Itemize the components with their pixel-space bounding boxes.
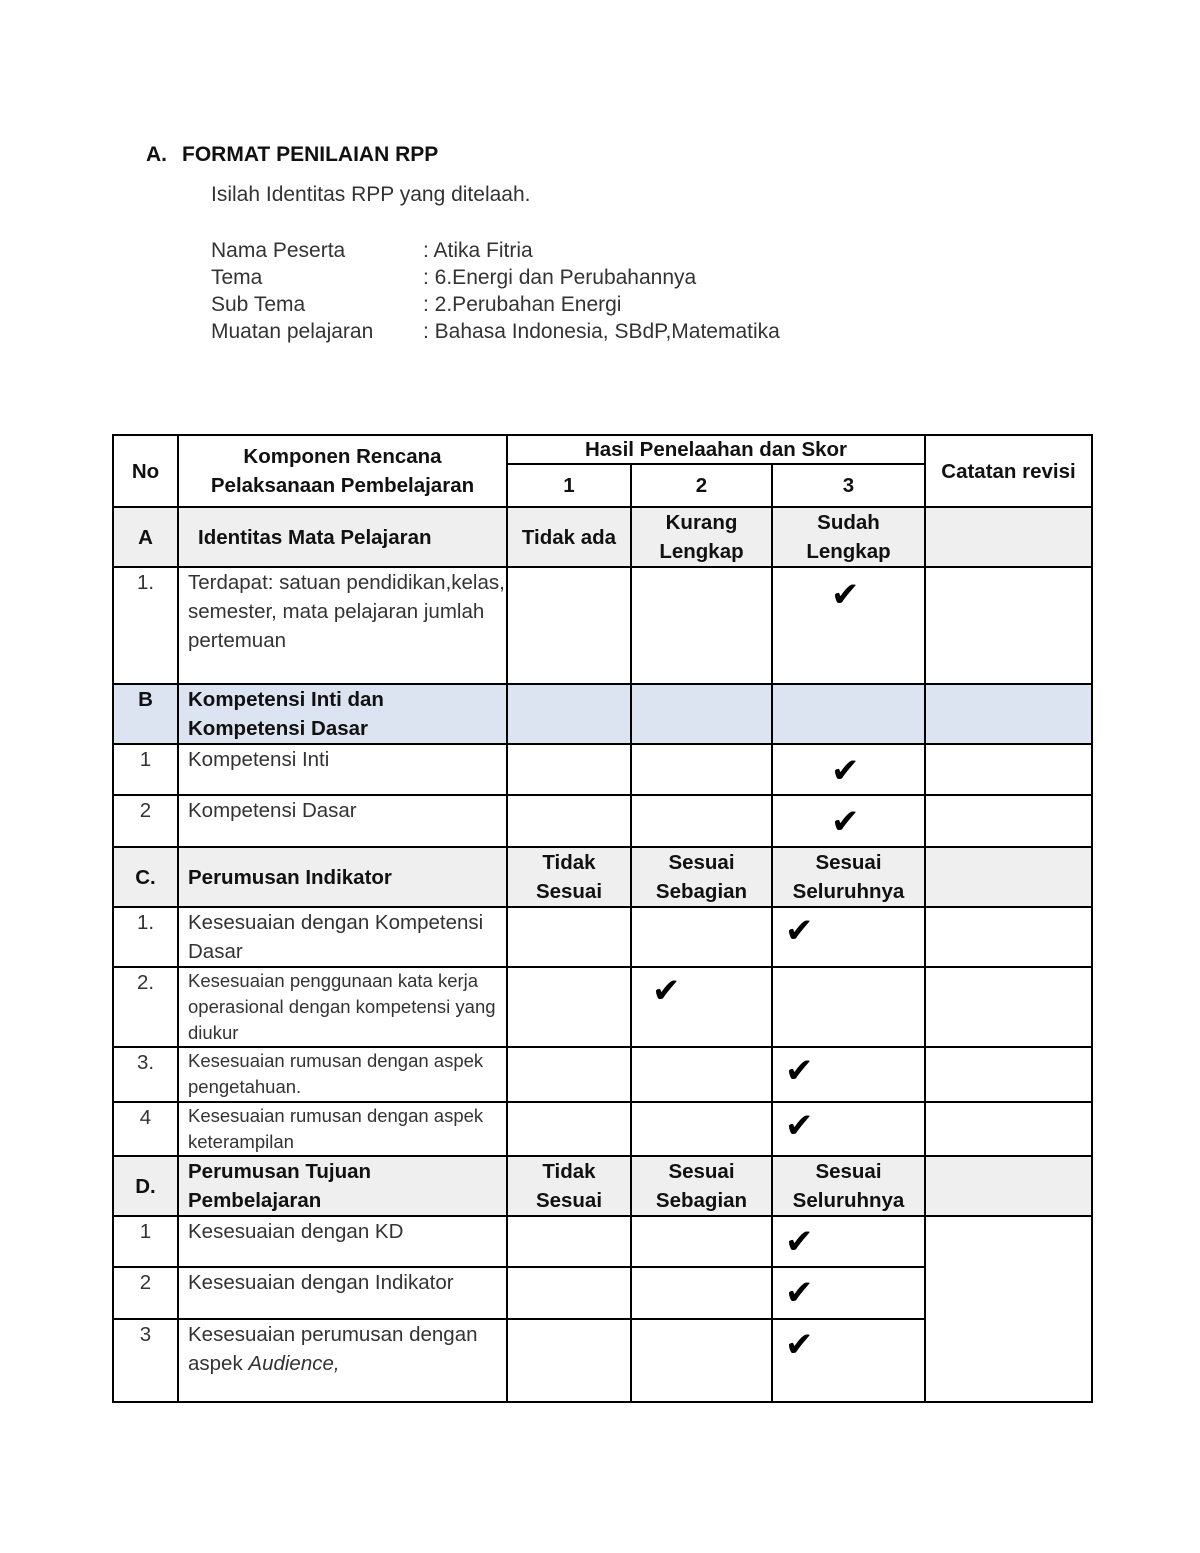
item-text: Kompetensi Dasar [178,795,507,847]
identity-label: Nama Peserta [211,239,346,262]
item-text: Kesesuaian dengan KD [178,1216,507,1267]
checkmark-icon: ✔ [785,1051,814,1091]
section-title: FORMAT PENILAIAN RPP [182,143,439,166]
score-label-3: Sudah Lengkap [772,507,925,567]
table-row [113,567,1092,684]
score-label-2: Sesuai Sebagian [631,847,772,907]
section-title: Perumusan Tujuan Pembelajaran [178,1156,507,1216]
score-label-1: Tidak Sesuai [507,847,631,907]
section-row-d [113,1156,1092,1216]
item-no: 3 [113,1319,178,1402]
table-row [113,967,1092,1047]
score-label-3: Sesuai Seluruhnya [772,847,925,907]
checkmark-icon: ✔ [785,1325,814,1365]
checkmark-icon: ✔ [785,1106,814,1146]
intro-text: Isilah Identitas RPP yang ditelaah. [211,183,531,206]
score-label-2: Kurang Lengkap [631,507,772,567]
item-no: 3. [113,1047,178,1102]
header-no: No [113,435,178,507]
revision-cell [925,567,1092,684]
header-score-3: 3 [772,464,925,507]
item-no: 1 [113,1216,178,1267]
header-score-1: 1 [507,464,631,507]
section-row-b [113,684,1092,744]
section-row-c [113,847,1092,907]
item-no: 2 [113,795,178,847]
checkmark-icon: ✔ [831,575,860,615]
header-catatan: Catatan revisi [925,435,1092,507]
table-row [113,744,1092,795]
header-hasil: Hasil Penelaahan dan Skor [507,435,925,464]
identity-row [211,264,780,291]
section-no: D. [113,1156,178,1216]
identity-row [211,291,780,318]
table-row [113,907,1092,967]
item-no: 1 [113,744,178,795]
item-no: 4 [113,1102,178,1156]
identity-label: Sub Tema [211,293,306,316]
section-no: C. [113,847,178,907]
header-row [113,435,1092,464]
section-no: A [113,507,178,567]
item-text: Terdapat: satuan pendidikan,kelas, semester, mata pelajaran jumlah pertemuan [178,567,507,684]
section-row-a [113,507,1092,567]
section-title: Kompetensi Inti dan Kompetensi Dasar [178,684,507,744]
score-label-2: Sesuai Sebagian [631,1156,772,1216]
item-no: 1. [113,567,178,684]
item-text: Kompetensi Inti [178,744,507,795]
identity-row [211,237,780,264]
identity-row [211,318,780,345]
table-row [113,1102,1092,1156]
checkmark-icon: ✔ [831,751,860,791]
checkmark-icon: ✔ [652,971,681,1011]
item-no: 2 [113,1267,178,1319]
item-no: 2. [113,967,178,1047]
table-row [113,795,1092,847]
identity-value: : Atika Fitria [423,239,533,262]
score-label-1: Tidak Sesuai [507,1156,631,1216]
item-no: 1. [113,907,178,967]
score-label-3: Sesuai Seluruhnya [772,1156,925,1216]
checkmark-icon: ✔ [831,802,860,842]
section-title: Perumusan Indikator [178,847,507,907]
assessment-table [112,434,1093,1403]
table-row [113,1047,1092,1102]
checkmark-icon: ✔ [785,911,814,951]
revision-cell [925,507,1092,567]
score-label-1: Tidak ada [507,507,631,567]
identity-label: Tema [211,266,263,289]
item-text: Kesesuaian dengan Indikator [178,1267,507,1319]
section-letter: A. [146,143,167,166]
identity-value: : Bahasa Indonesia, SBdP,Matematika [423,320,780,343]
checkmark-icon: ✔ [785,1222,814,1262]
item-text-main: Kesesuaian perumusan dengan aspek [188,1323,478,1375]
identity-label: Muatan pelajaran [211,320,374,343]
revision-cell [925,1216,1092,1402]
item-text: Kesesuaian penggunaan kata kerja operasional dengan kompetensi yang diukur [178,967,507,1047]
item-text: Kesesuaian dengan Kompetensi Dasar [178,907,507,967]
header-komponen: Komponen Rencana Pelaksanaan Pembelajaran [178,435,507,507]
section-heading [146,143,438,167]
identity-value: : 6.Energi dan Perubahannya [423,266,697,289]
checkmark-icon: ✔ [785,1273,814,1313]
item-text: Kesesuaian rumusan dengan aspek pengetahuan. [178,1047,507,1102]
identity-block [211,237,780,345]
identity-value: : 2.Perubahan Energi [423,293,622,316]
section-no: B [113,684,178,744]
item-text-italic: Audience, [248,1352,340,1375]
item-text [178,1319,507,1402]
section-title: Identitas Mata Pelajaran [178,507,507,567]
score-cell-2 [631,567,772,684]
score-cell-1 [507,567,631,684]
header-score-2: 2 [631,464,772,507]
item-text: Kesesuaian rumusan dengan aspek keterampilan [178,1102,507,1156]
table-row [113,1216,1092,1267]
